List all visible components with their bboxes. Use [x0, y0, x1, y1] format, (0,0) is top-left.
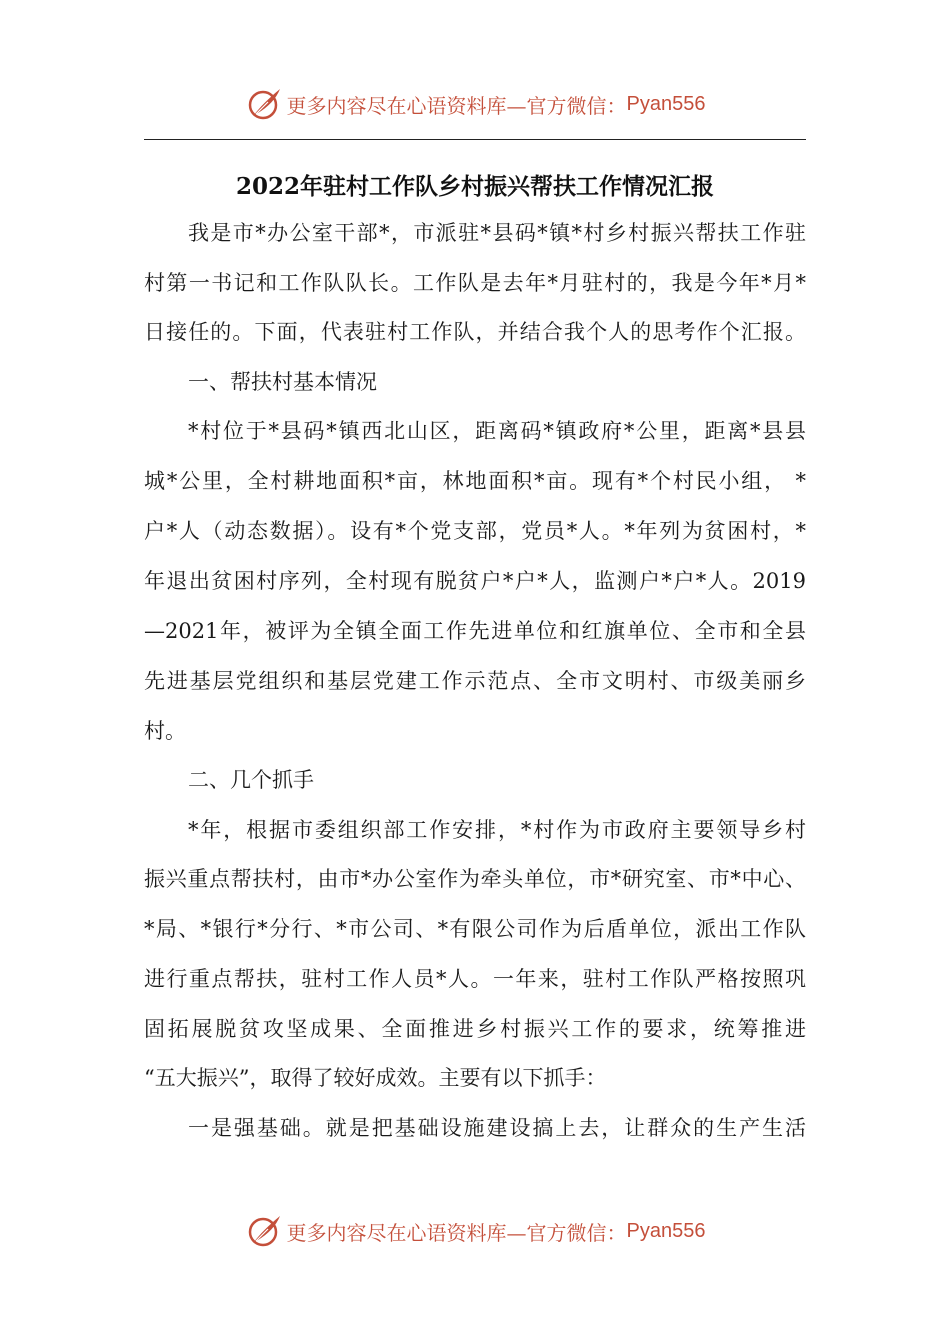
banner-text: 更多内容尽在心语资料库	[286, 1220, 507, 1245]
quill-pen-logo-icon	[245, 84, 285, 124]
banner-separator: —官方微信：	[506, 93, 627, 118]
footer-banner	[0, 1211, 950, 1251]
paragraph-line: *年，根据市委组织部工作安排，*村作为市政府主要领导乡村	[188, 818, 806, 842]
paragraph-line: 村。	[144, 719, 186, 743]
paragraph-line: “五大振兴”，取得了较好成效。主要有以下抓手：	[144, 1066, 607, 1090]
paragraph-line: 日接任的。下面，代表驻村工作队，并结合我个人的思考作个汇报。	[144, 320, 806, 344]
section-heading: 二、几个抓手	[188, 768, 314, 792]
header-rule	[144, 139, 806, 140]
paragraph-line: 村第一书记和工作队队长。工作队是去年*月驻村的，我是今年*月*	[144, 271, 806, 295]
banner-separator: —官方微信：	[506, 1220, 627, 1245]
paragraph-line: 振兴重点帮扶村，由市*办公室作为牵头单位，市*研究室、市*中心、	[144, 867, 806, 891]
banner-wechat-id: Pyan556	[626, 92, 706, 115]
paragraph-line: 户*人（动态数据）。设有*个党支部，党员*人。*年列为贫困村，*	[144, 519, 806, 543]
paragraph-line: *村位于*县码*镇西北山区，距离码*镇政府*公里，距离*县县	[188, 419, 806, 443]
banner-text: 更多内容尽在心语资料库	[286, 93, 507, 118]
paragraph-line: 固拓展脱贫攻坚成果、全面推进乡村振兴工作的要求，统筹推进	[144, 1017, 806, 1041]
paragraph-line: 先进基层党组织和基层党建工作示范点、全市文明村、市级美丽乡	[144, 669, 806, 693]
paragraph-line: 进行重点帮扶，驻村工作人员*人。一年来，驻村工作队严格按照巩	[144, 967, 806, 991]
paragraph-line: 年退出贫困村序列，全村现有脱贫户*户*人，监测户*户*人。2019	[144, 569, 806, 593]
paragraph-line: *局、*银行*分行、*市公司、*有限公司作为后盾单位，派出工作队	[144, 917, 806, 941]
paragraph-line: 我是市*办公室干部*，市派驻*县码*镇*村乡村振兴帮扶工作驻	[188, 221, 806, 245]
paragraph-line: —2021年，被评为全镇全面工作先进单位和红旗单位、全市和全县	[144, 619, 806, 643]
header-banner	[0, 84, 950, 124]
banner-wechat-id: Pyan556	[626, 1219, 706, 1242]
quill-pen-logo-icon	[245, 1211, 285, 1251]
document-title: 2022年驻村工作队乡村振兴帮扶工作情况汇报	[235, 173, 714, 200]
paragraph-line: 城*公里，全村耕地面积*亩，林地面积*亩。现有*个村民小组， *	[144, 469, 806, 493]
section-heading: 一、帮扶村基本情况	[188, 370, 377, 394]
paragraph-line: 一是强基础。就是把基础设施建设搞上去，让群众的生产生活	[188, 1116, 806, 1140]
